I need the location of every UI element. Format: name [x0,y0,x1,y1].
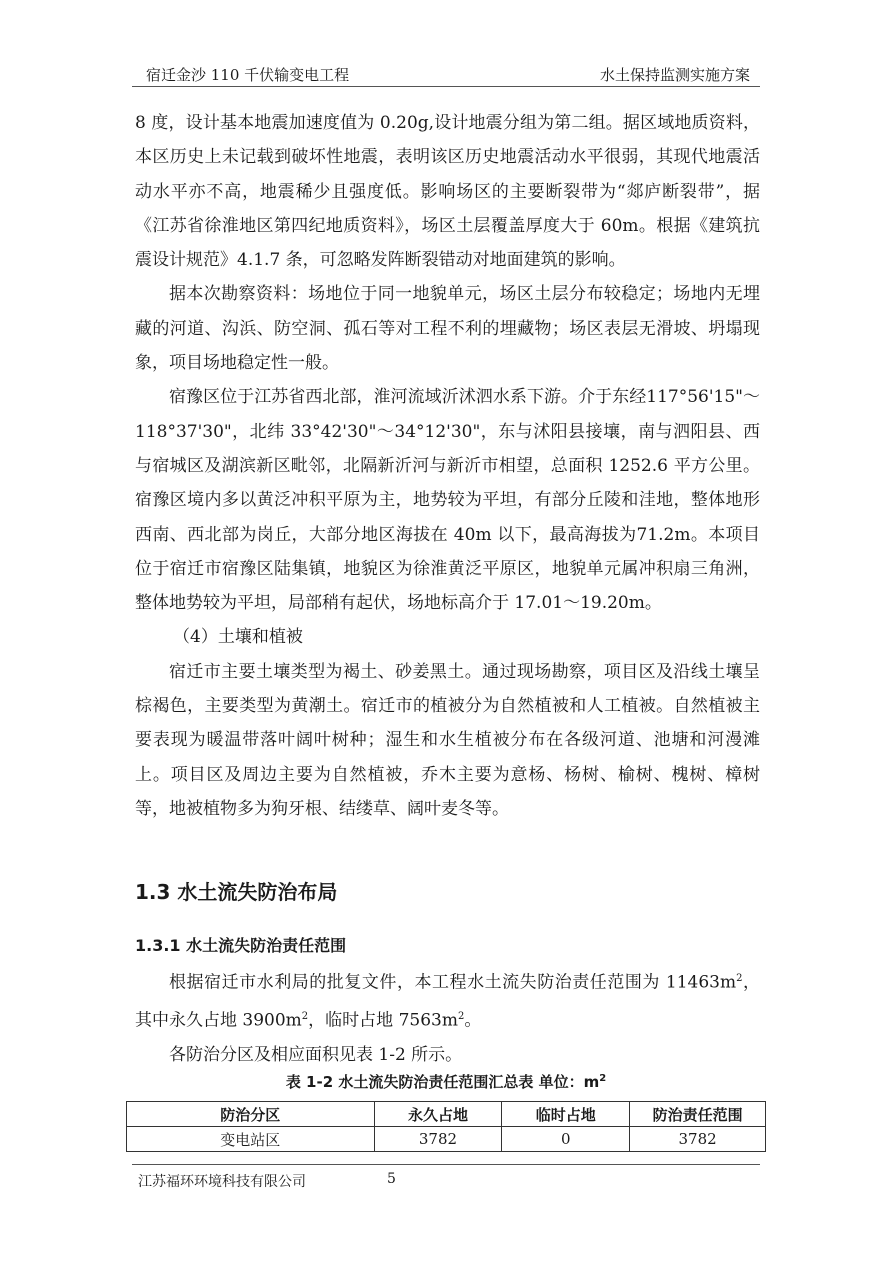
paragraph-survey: 据本次勘察资料：场地位于同一地貌单元，场区土层分布较稳定；场地内无埋藏的河道、沟浜、防空洞、孤石等对工程不利的埋藏物；场区表层无滑坡、坍塌现象，项目场地稳定性一般。 [135,284,760,374]
subheading-soil-vegetation: （4）土壤和植被 [173,627,303,648]
table-cell: 变电站区 [127,1127,375,1152]
body-text [135,106,760,826]
table-header-cell: 防治责任范围 [630,1102,766,1127]
paragraph-seismic: 8 度，设计基本地震加速度值为 0.20g,设计地震分组为第二组。据区域地质资料，本区历史上未记载到破坏性地震，表明该区历史地震活动水平很弱，其现代地震活动水平亦不高，地震稀少且强度低。影响场区的主要断裂带为“郯庐断裂带”，据《江苏省徐淮地区第四纪地质资料》，场区土层覆盖厚度大于 60m。根据《建筑抗震设计规范》4.1.7 条，可忽略发阵断裂错动对地面建筑的影响。 [135,113,760,271]
superscript: 2 [599,1073,607,1084]
superscript: 2 [457,1010,465,1022]
superscript: 2 [301,1010,309,1022]
superscript: 2 [736,973,743,984]
section-body [135,962,760,1072]
text-fragment: ，临时占地 7563m [308,1010,458,1031]
section-heading: 1.3 水土流失防治布局 [135,880,338,904]
footer-company: 江苏福环环境科技有限公司 [138,1174,306,1190]
text-fragment: ，其中永久占地 3900m [135,972,761,1031]
paragraph-soil: 宿迁市主要土壤类型为褐土、砂姜黑土。通过现场勘察，项目区及沿线土壤呈棕褐色，主要类型为黄潮土。宿迁市的植被分为自然植被和人工植被。自然植被主要表现为暖温带落叶阔叶树种；湿生和水生植被分布在各级河道、池塘和河漫滩上。项目区及周边主要为自然植被，乔木主要为意杨、杨树、榆树、槐树、樟树等，地被植物多为狗牙根、结缕草、阔叶麦冬等。 [135,661,760,819]
header-document-title: 水土保持监测实施方案 [599,66,750,84]
table-header-cell: 临时占地 [502,1102,630,1127]
page-footer [132,1164,760,1190]
table-row [127,1127,766,1152]
table-caption [0,1071,892,1092]
paragraph-location: 宿豫区位于江苏省西北部，淮河流域沂沭泗水系下游。介于东经117°56'15"～118°37'30"，北纬 33°42'30"～34°12'30"，东与沭阳县接壤，南与泗阳县、西与宿城区及湖滨新区毗邻，北隔新沂河与新沂市相望，总面积 1252.6 平方公里。宿豫区境内多以黄泛冲积平原为主，地势较为平坦，有部分丘陵和洼地，整体地形西南、西北部为岗丘，大部分地区海拔在 40m 以下，最高海拔为71.2m。本项目位于宿迁市宿豫区陆集镇，地貌区为徐淮黄泛平原区，地貌单元属冲积扇三角洲，整体地势较为平坦，局部稍有起伏，场地标高介于 17.01～19.20m。 [135,387,760,614]
responsibility-table [126,1101,766,1152]
subsection-heading: 1.3.1 水土流失防治责任范围 [135,936,347,955]
table-cell: 0 [502,1127,630,1152]
text-fragment: 。 [464,1010,482,1031]
table-header-cell: 防治分区 [127,1102,375,1127]
paragraph-responsibility-area [135,962,760,1038]
table-header-cell: 永久占地 [374,1102,502,1127]
text-fragment: 根据宿迁市水利局的批复文件，本工程水土流失防治责任范围为 11463m [169,972,737,993]
page-header [132,62,760,87]
paragraph-table-reference: 各防治分区及相应面积见表 1-2 所示。 [169,1044,463,1065]
table-cell: 3782 [374,1127,502,1152]
page-number: 5 [387,1171,396,1187]
table-caption-text: 表 1-2 水土流失防治责任范围汇总表 单位：m [285,1073,600,1091]
table-header-row [127,1102,766,1127]
header-project-title: 宿迁金沙 110 千伏输变电工程 [146,66,350,84]
table-cell: 3782 [630,1127,766,1152]
